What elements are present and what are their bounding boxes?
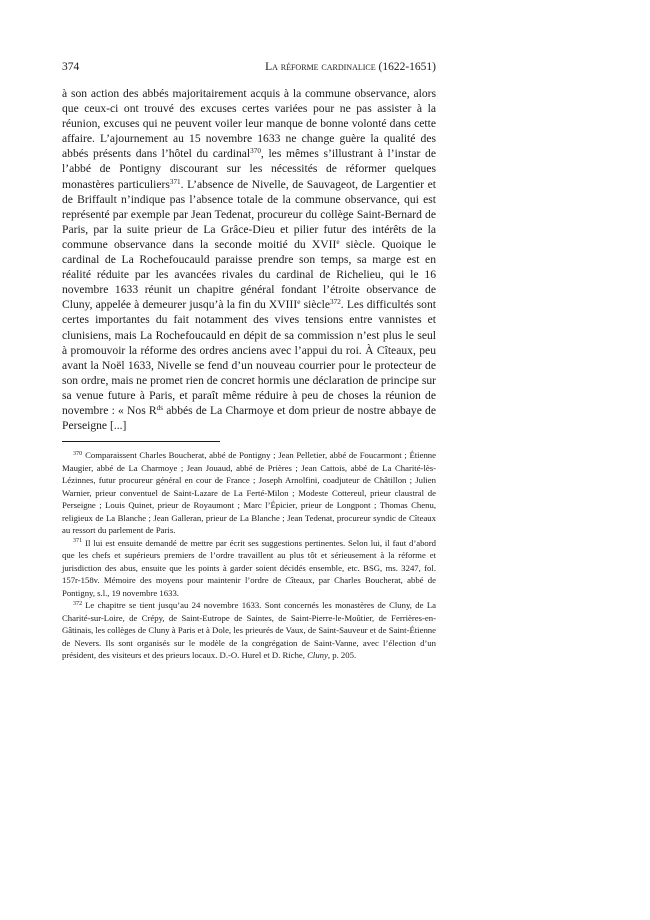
body-text: siècle. Quoique le cardinal de La Rochefoucauld paraisse prendre son temps, sa marge est en réalité réduite par les avancées rivales du cardinal de Richelieu, qui le 16 novembre 1633 réunit un chapitre général fondant l’étroite observance de Cluny, appelée à demeurer jusqu’à la fin du XVIII — [62, 237, 437, 312]
running-head-title: a réforme cardinalice — [272, 61, 376, 73]
footnote-ref-371[interactable]: 371 — [169, 177, 181, 186]
superscript-e: e — [297, 298, 301, 307]
footnote-371 — [62, 537, 436, 600]
running-head-dates: (1622-1651) — [378, 61, 436, 73]
footnote-text: , p. 205. — [327, 650, 357, 660]
running-head — [265, 60, 436, 74]
footnote-number: 372 — [73, 600, 83, 607]
body-text: abbés de La Charmoye et dom prieur de nostre abbaye de Perseigne [...] — [62, 403, 436, 433]
running-head-initial: L — [265, 61, 273, 73]
footnote-ref-372[interactable]: 372 — [330, 298, 341, 307]
body-text: . L’absence de Nivelle, de Sauvageot, de Largentier et de Briffault n’indique pas l’absence totale de la commune observance, qui est représenté par exemple par Jean Tedenat, procureur du collège Saint-Bernard de Paris, par la suite prieur de La Grâce-Dieu et pilier futur des intérêts de la commune observance dans la seconde moitié du XVII — [62, 177, 436, 251]
body-text: à son action des abbés majoritairement acquis à la commune observance, alors que ceux-ci ont trouvé des excuses certes variées pour ne pas assister à la réunion, excuses qui ne peuvent voiler leur manque de bonne volonté dans cette affaire. L’ajournement au 15 novembre 1633 ne change guère la qualité des abbés présents dans l’hôtel du cardinal — [62, 87, 436, 161]
footnote-book-title: Cluny — [307, 650, 328, 660]
footnote-370 — [62, 449, 436, 537]
footnote-separator — [62, 441, 220, 442]
body-text: , les mêmes s’illustrant à l’instar de l’abbé de Pontigny discourant sur les nécessités de réformer quelques monastères particuliers — [62, 147, 436, 191]
superscript-ds: ds — [156, 404, 164, 413]
footnote-text: Il lui est ensuite demandé de mettre par écrit ses suggestions pertinentes. Selon lui, il faut d’abord que les chefs et supérieurs premiers de l’ordre travaillent au plus tôt et sérieusement à la réforme et jurisdiction des abus, ensuite que les points à garder soient décidés ensemble, etc. BSG, ms. 3247, fol. 157r-158v. Mémoire des moyens pour maintenir l’ordre de Cîteaux, par Charles Boucherat, abbé de Pontigny, s.l., 19 novembre 1633. — [62, 537, 436, 598]
footnote-ref-370[interactable]: 370 — [250, 147, 261, 156]
main-text — [62, 86, 436, 433]
page-number: 374 — [62, 61, 80, 73]
body-text: . Les difficultés sont certes importantes du fait notamment des vives tensions entre vannistes et clunisiens, mais La Rochefoucauld en dépit de sa commission n’est plus le seul à promouvoir la réforme des ordres anciens avec l’appui du roi. À Cîteaux, peu avant la Noël 1633, Nivelle se fend d’un nouveau courrier pour le protecteur de son ordre, mais ne promet rien de concret hormis une déclaration de principe sur sa venue future à Paris, et paraît même réduire à peu de choses la réunion de novembre : « Nos R — [62, 298, 436, 417]
body-paragraph — [62, 86, 436, 433]
footnote-number: 370 — [73, 450, 83, 457]
footnote-text: Comparaissent Charles Boucherat, abbé de Pontigny ; Jean Pelletier, abbé de Foucarmont ; Étienne Maugier, abbé de La Charmoye ; Jean Jouaud, abbé de Prières ; Jean Cattois, abbé de La Charité-lès-Lézinnes, futur procureur général en cour de France ; Joseph Arnolfini, coadjuteur de Châtillon ; Julien Warnier, prieur conventuel de Saint-Lazare de La Ferté-Milon ; Modeste Cottereul, prieur claustral de Perseigne ; Louis Quinet, prieur de Royaumont ; Marc l’Épicier, prieur de Longpont ; Thomas Chenu, religieux de La Blanche ; Jean Galleran, prieur de La Blanche ; Jean Tedenat, procureur syndic de Cîteaux au ressort du parlement de Paris. — [62, 450, 436, 535]
body-text: siècle — [300, 298, 331, 312]
footnotes — [62, 449, 436, 662]
footnote-372 — [62, 599, 436, 662]
footnote-text: Le chapitre se tient jusqu’au 24 novembre 1633. Sont concernés les monastères de Cluny, de La Charité-sur-Loire, de Crépy, de Saint-Eutrope de Saintes, de Saint-Pierre-le-Moûtier, de Ferrières-en-Gâtinais, les collèges de Cluny à Paris et à Dole, les prieurés de Vaux, de Saint-Sauveur et de Saint-Étienne de Nevers. Ils sont organisés sur le modèle de la congrégation de Saint-Vanne, avec l’élection d’un président, des visiteurs et des prieurs locaux. D.-O. Hurel et D. Riche, — [62, 600, 436, 660]
superscript-e: e — [336, 237, 340, 246]
footnote-number: 371 — [73, 538, 83, 545]
